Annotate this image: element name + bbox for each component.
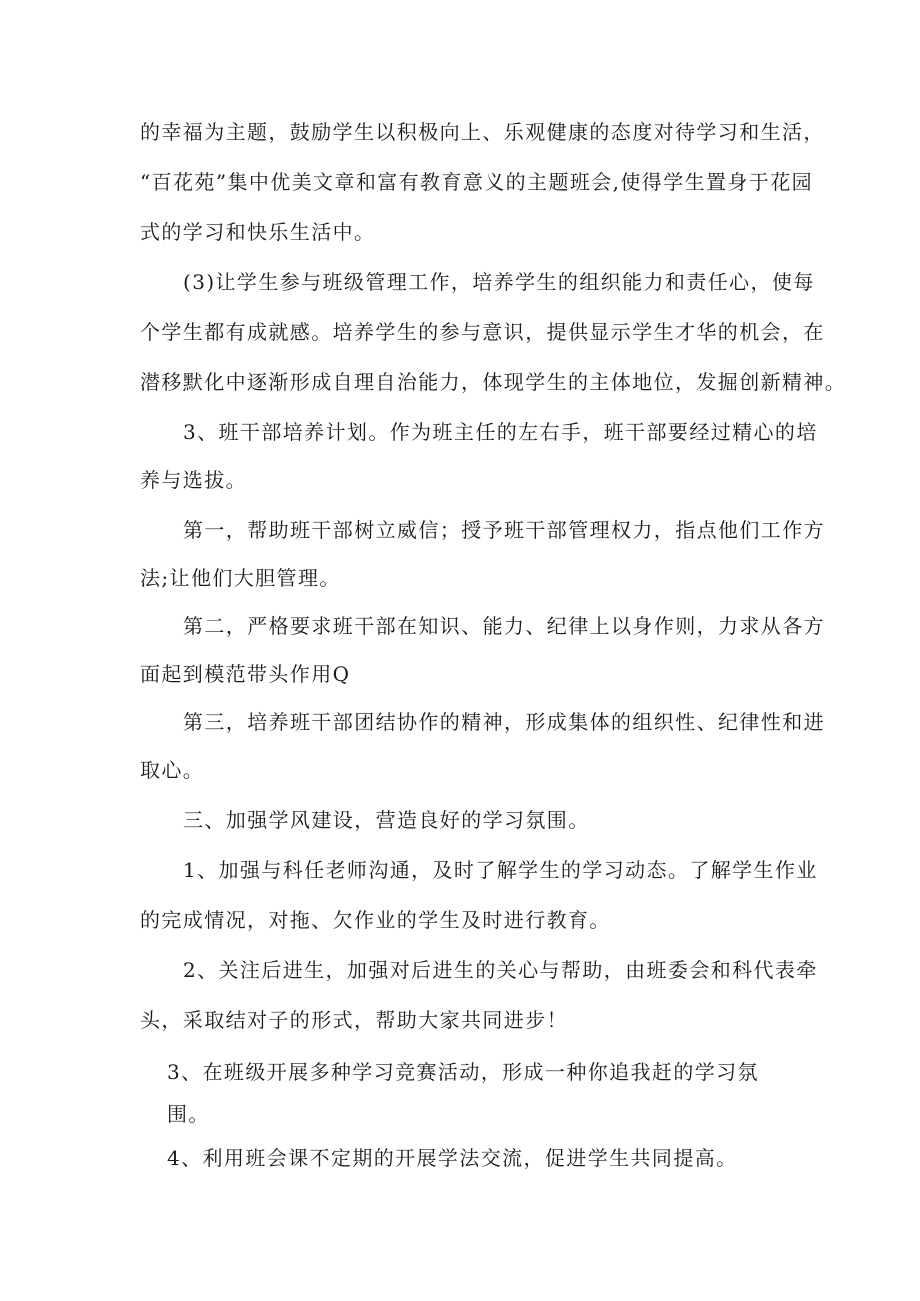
text-line: (3)让学生参与班级管理工作，培养学生的组织能力和责任心，使每 xyxy=(183,270,815,294)
text-line: 个学生都有成就感。培养学生的参与意识，提供显示学生才华的机会，在 xyxy=(140,320,825,344)
text-line: 的完成情况，对拖、欠作业的学生及时进行教育。 xyxy=(140,908,611,932)
text-line: 第一，帮助班干部树立威信；授予班干部管理权力，指点他们工作方 xyxy=(183,518,825,542)
text-line: 第二，严格要求班干部在知识、能力、纪律上以身作则，力求从各方 xyxy=(183,614,825,638)
text-line: 第三，培养班干部团结协作的精神，形成集体的组织性、纪律性和进 xyxy=(183,710,825,734)
text-line: 4、利用班会课不定期的开展学法交流，促进学生共同提高。 xyxy=(167,1146,738,1170)
text-line: 3、班干部培养计划。作为班主任的左右手，班干部要经过精心的培 xyxy=(183,420,818,444)
text-line: “百花苑”集中优美文章和富有教育意义的主题班会,使得学生置身于花园 xyxy=(140,170,814,194)
text-line: 取心。 xyxy=(140,758,205,782)
text-line: 面起到模范带头作用Q xyxy=(140,662,351,686)
text-line: 的幸福为主题，鼓励学生以积极向上、乐观健康的态度对待学习和生活， xyxy=(140,120,825,144)
text-line: 法;让他们大胆管理。 xyxy=(140,566,341,590)
text-line: 三、加强学风建设，营造良好的学习氛围。 xyxy=(183,808,590,832)
text-line: 2、关注后进生，加强对后进生的关心与帮助，由班委会和科代表牵 xyxy=(183,958,818,982)
text-line: 潜移默化中逐渐形成自理自治能力，体现学生的主体地位，发掘创新精神。 xyxy=(140,370,847,394)
text-line: 头，采取结对子的形式，帮助大家共同进步！ xyxy=(140,1008,568,1032)
text-line: 1、加强与科任老师沟通，及时了解学生的学习动态。了解学生作业 xyxy=(183,858,818,882)
text-line: 3、在班级开展多种学习竞赛活动，形成一种你追我赶的学习氛 xyxy=(167,1060,759,1084)
text-line: 围。 xyxy=(167,1102,210,1126)
text-line: 养与选拔。 xyxy=(140,468,247,492)
text-line: 式的学习和快乐生活中。 xyxy=(140,220,376,244)
